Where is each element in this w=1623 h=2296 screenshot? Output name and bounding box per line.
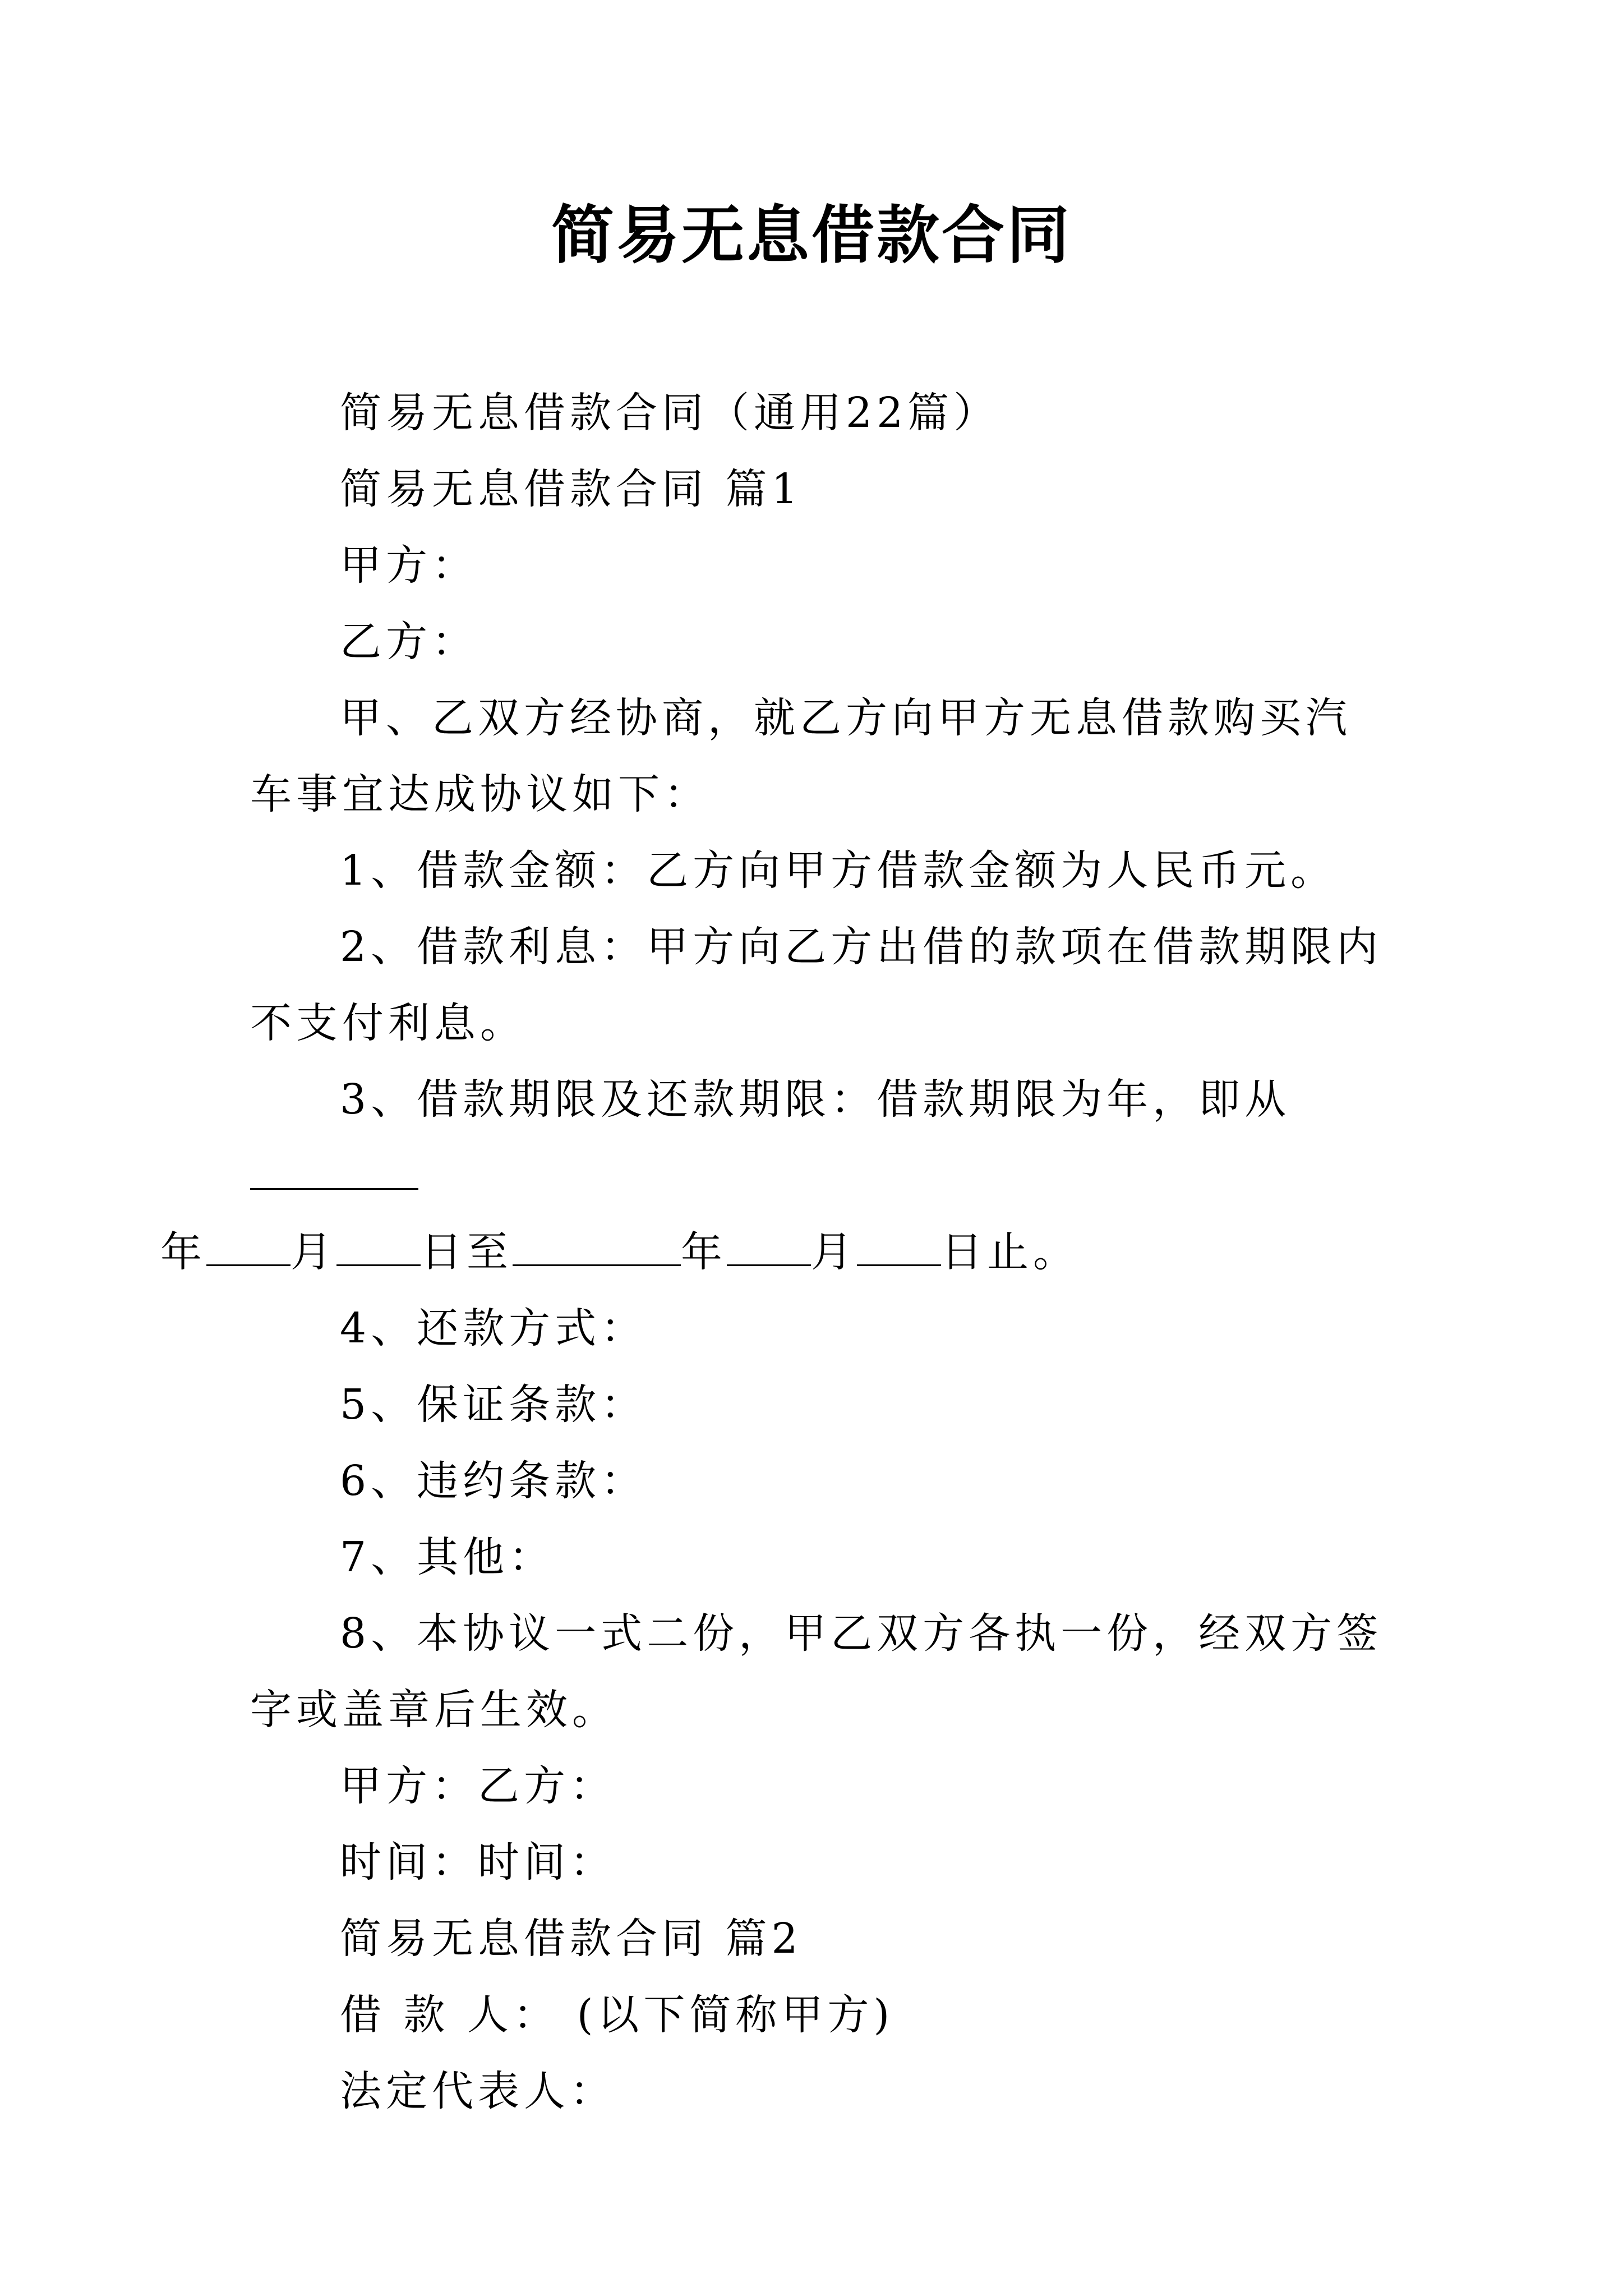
clause-5: 5、保证条款： (340, 1381, 647, 1429)
clause-6: 6、违约条款： (340, 1457, 647, 1505)
clause-4: 4、还款方式： (340, 1304, 647, 1352)
blank-end-day (857, 1230, 941, 1266)
clause-3-end-label: 日止。 (941, 1228, 1079, 1276)
blank-end-year (513, 1230, 681, 1266)
blank-end-month (727, 1230, 811, 1266)
blank-start-day (336, 1230, 421, 1266)
piece1-heading: 简易无息借款合同 篇1 (340, 465, 803, 513)
blank-start-year (250, 1153, 418, 1190)
clause-8: 8、本协议一式二份，甲乙双方各执一份，经双方签字或盖章后生效。 (250, 1609, 1383, 1734)
party-b-line: 乙方： (340, 618, 478, 666)
clause-3-year-label: 年 (160, 1228, 206, 1276)
party-a-line: 甲方： (340, 541, 478, 590)
piece2-heading: 简易无息借款合同 篇2 (340, 1915, 803, 1963)
clause-2: 2、借款利息：甲方向乙方出借的款项在借款期限内不支付利息。 (250, 923, 1383, 1047)
borrower-line: 借 款 人： (以下简称甲方) (340, 1991, 895, 2039)
document-body (160, 375, 1383, 2129)
clause-3-text: 3、借款期限及还款期限：借款期限为年，即从 (340, 1075, 1291, 1124)
clause-3-month2-label: 月 (811, 1228, 857, 1276)
clause-3-year2-label: 年 (681, 1228, 727, 1276)
signature-time: 时间：时间： (340, 1838, 616, 1887)
clause-3-month-label: 月 (291, 1228, 336, 1276)
clause-7: 7、其他： (340, 1533, 555, 1581)
clause-1: 1、借款金额：乙方向甲方借款金额为人民币元。 (340, 846, 1337, 895)
clause-3 (160, 1061, 1383, 1290)
blank-start-month (206, 1230, 291, 1266)
document-title: 简易无息借款合同 (551, 199, 1072, 272)
signature-parties: 甲方：乙方： (340, 1762, 616, 1810)
subtitle: 简易无息借款合同（通用22篇） (340, 389, 1000, 437)
intro-paragraph: 甲、乙双方经协商，就乙方向甲方无息借款购买汽车事宜达成协议如下： (250, 694, 1352, 818)
clause-3-day-label: 日至 (421, 1228, 513, 1276)
legal-rep-line: 法定代表人： (340, 2067, 616, 2115)
